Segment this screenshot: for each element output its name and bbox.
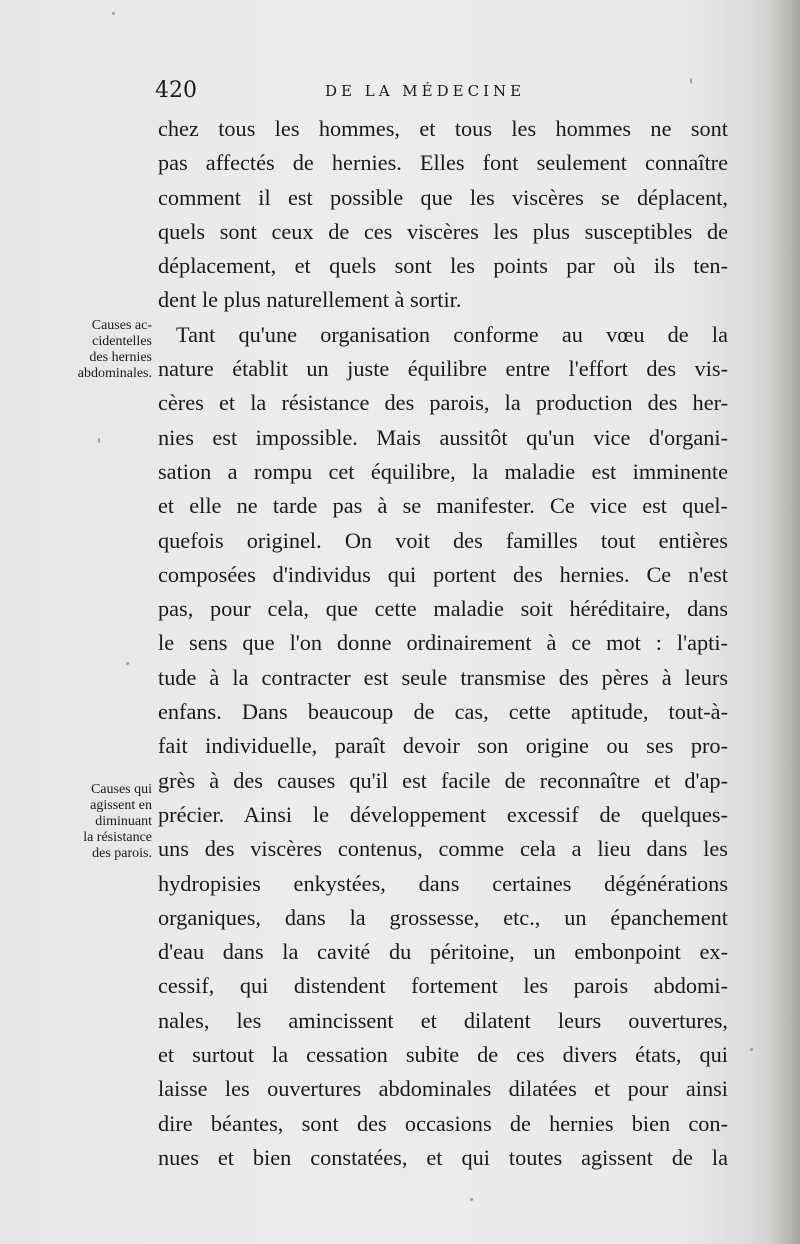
text-line: dent le plus naturellement à sortir. [158, 287, 462, 313]
text-line: nales, les amincissent et dilatent leurs ouvertures, [158, 1007, 728, 1033]
margin-note-line: cidentelles [92, 334, 152, 349]
paper-speck [98, 438, 100, 443]
page-number: 420 [155, 78, 197, 103]
text-line: hydropisies enkystées, dans certaines dégénérations [158, 870, 728, 896]
paper-speck [750, 1048, 753, 1051]
paper-speck [112, 12, 115, 15]
text-line: cères et la résistance des parois, la production des her- [158, 390, 728, 416]
paper-speck [470, 1198, 473, 1201]
margin-note-line: agissent en [90, 798, 152, 813]
margin-note-line: la résistance [83, 830, 152, 845]
text-line: laisse les ouvertures abdominales dilatées et pour ainsi [158, 1076, 728, 1102]
text-line: tude à la contracter est seule transmise des pères à leurs [158, 664, 728, 690]
text-line: et surtout la cessation subite de ces divers états, qui [158, 1042, 728, 1068]
text-line: précier. Ainsi le développement excessif de quelques- [158, 801, 728, 827]
text-line: le sens que l'on donne ordinairement à ce mot : l'apti- [158, 630, 728, 656]
paper-speck [126, 662, 129, 665]
text-line: organiques, dans la grossesse, etc., un épanchement [158, 904, 728, 930]
text-line: fait individuelle, paraît devoir son origine ou ses pro- [158, 733, 728, 759]
text-line: composées d'individus qui portent des hernies. Ce n'est [158, 561, 728, 587]
text-line: dire béantes, sont des occasions de hernies bien con- [158, 1110, 728, 1136]
text-line: nues et bien constatées, et qui toutes agissent de la [158, 1144, 728, 1170]
text-line: nies est impossible. Mais aussitôt qu'un vice d'organi- [158, 424, 728, 450]
text-line: pas, pour cela, que cette maladie soit héréditaire, dans [158, 596, 728, 622]
margin-note-line: Causes ac- [91, 318, 152, 333]
margin-note-accidental-causes [40, 318, 152, 382]
margin-note-line: des parois. [92, 846, 152, 861]
page-edge-shadow [750, 0, 800, 1244]
text-line: nature établit un juste équilibre entre l'effort des vis- [158, 356, 728, 382]
text-line: et elle ne tarde pas à se manifester. Ce vice est quel- [158, 493, 728, 519]
text-line: déplacement, et quels sont les points par où ils ten- [158, 253, 728, 279]
text-line: uns des viscères contenus, comme cela a lieu dans les [158, 836, 728, 862]
running-head: DE LA MÉDECINE [325, 82, 526, 100]
text-line: pas affectés de hernies. Elles font seulement connaître [158, 150, 728, 176]
text-line: grès à des causes qu'il est facile de reconnaître et d'ap- [158, 767, 728, 793]
text-line: quefois originel. On voit des familles tout entières [158, 527, 728, 553]
margin-note-wall-resistance [40, 782, 152, 862]
text-line: d'eau dans la cavité du péritoine, un embonpoint ex- [158, 939, 728, 965]
paper-speck [690, 78, 692, 84]
margin-note-line: abdominales. [77, 366, 152, 381]
text-line: quels sont ceux de ces viscères les plus susceptibles de [158, 218, 728, 244]
text-line: chez tous les hommes, et tous les hommes ne sont [158, 116, 728, 141]
text-line: sation a rompu cet équilibre, la maladie est imminente [158, 458, 728, 484]
page-header [155, 78, 730, 108]
text-line: comment il est possible que les viscères se déplacent, [158, 184, 728, 210]
margin-note-line: diminuant [95, 814, 152, 829]
text-line: Tant qu'une organisation conforme au vœu de la [176, 321, 728, 347]
text-line: enfans. Dans beaucoup de cas, cette aptitude, tout-à- [158, 699, 728, 725]
body-text [158, 112, 728, 1175]
margin-note-line: des hernies [89, 350, 152, 365]
text-line: cessif, qui distendent fortement les parois abdomi- [158, 973, 728, 999]
margin-note-line: Causes qui [90, 782, 152, 797]
